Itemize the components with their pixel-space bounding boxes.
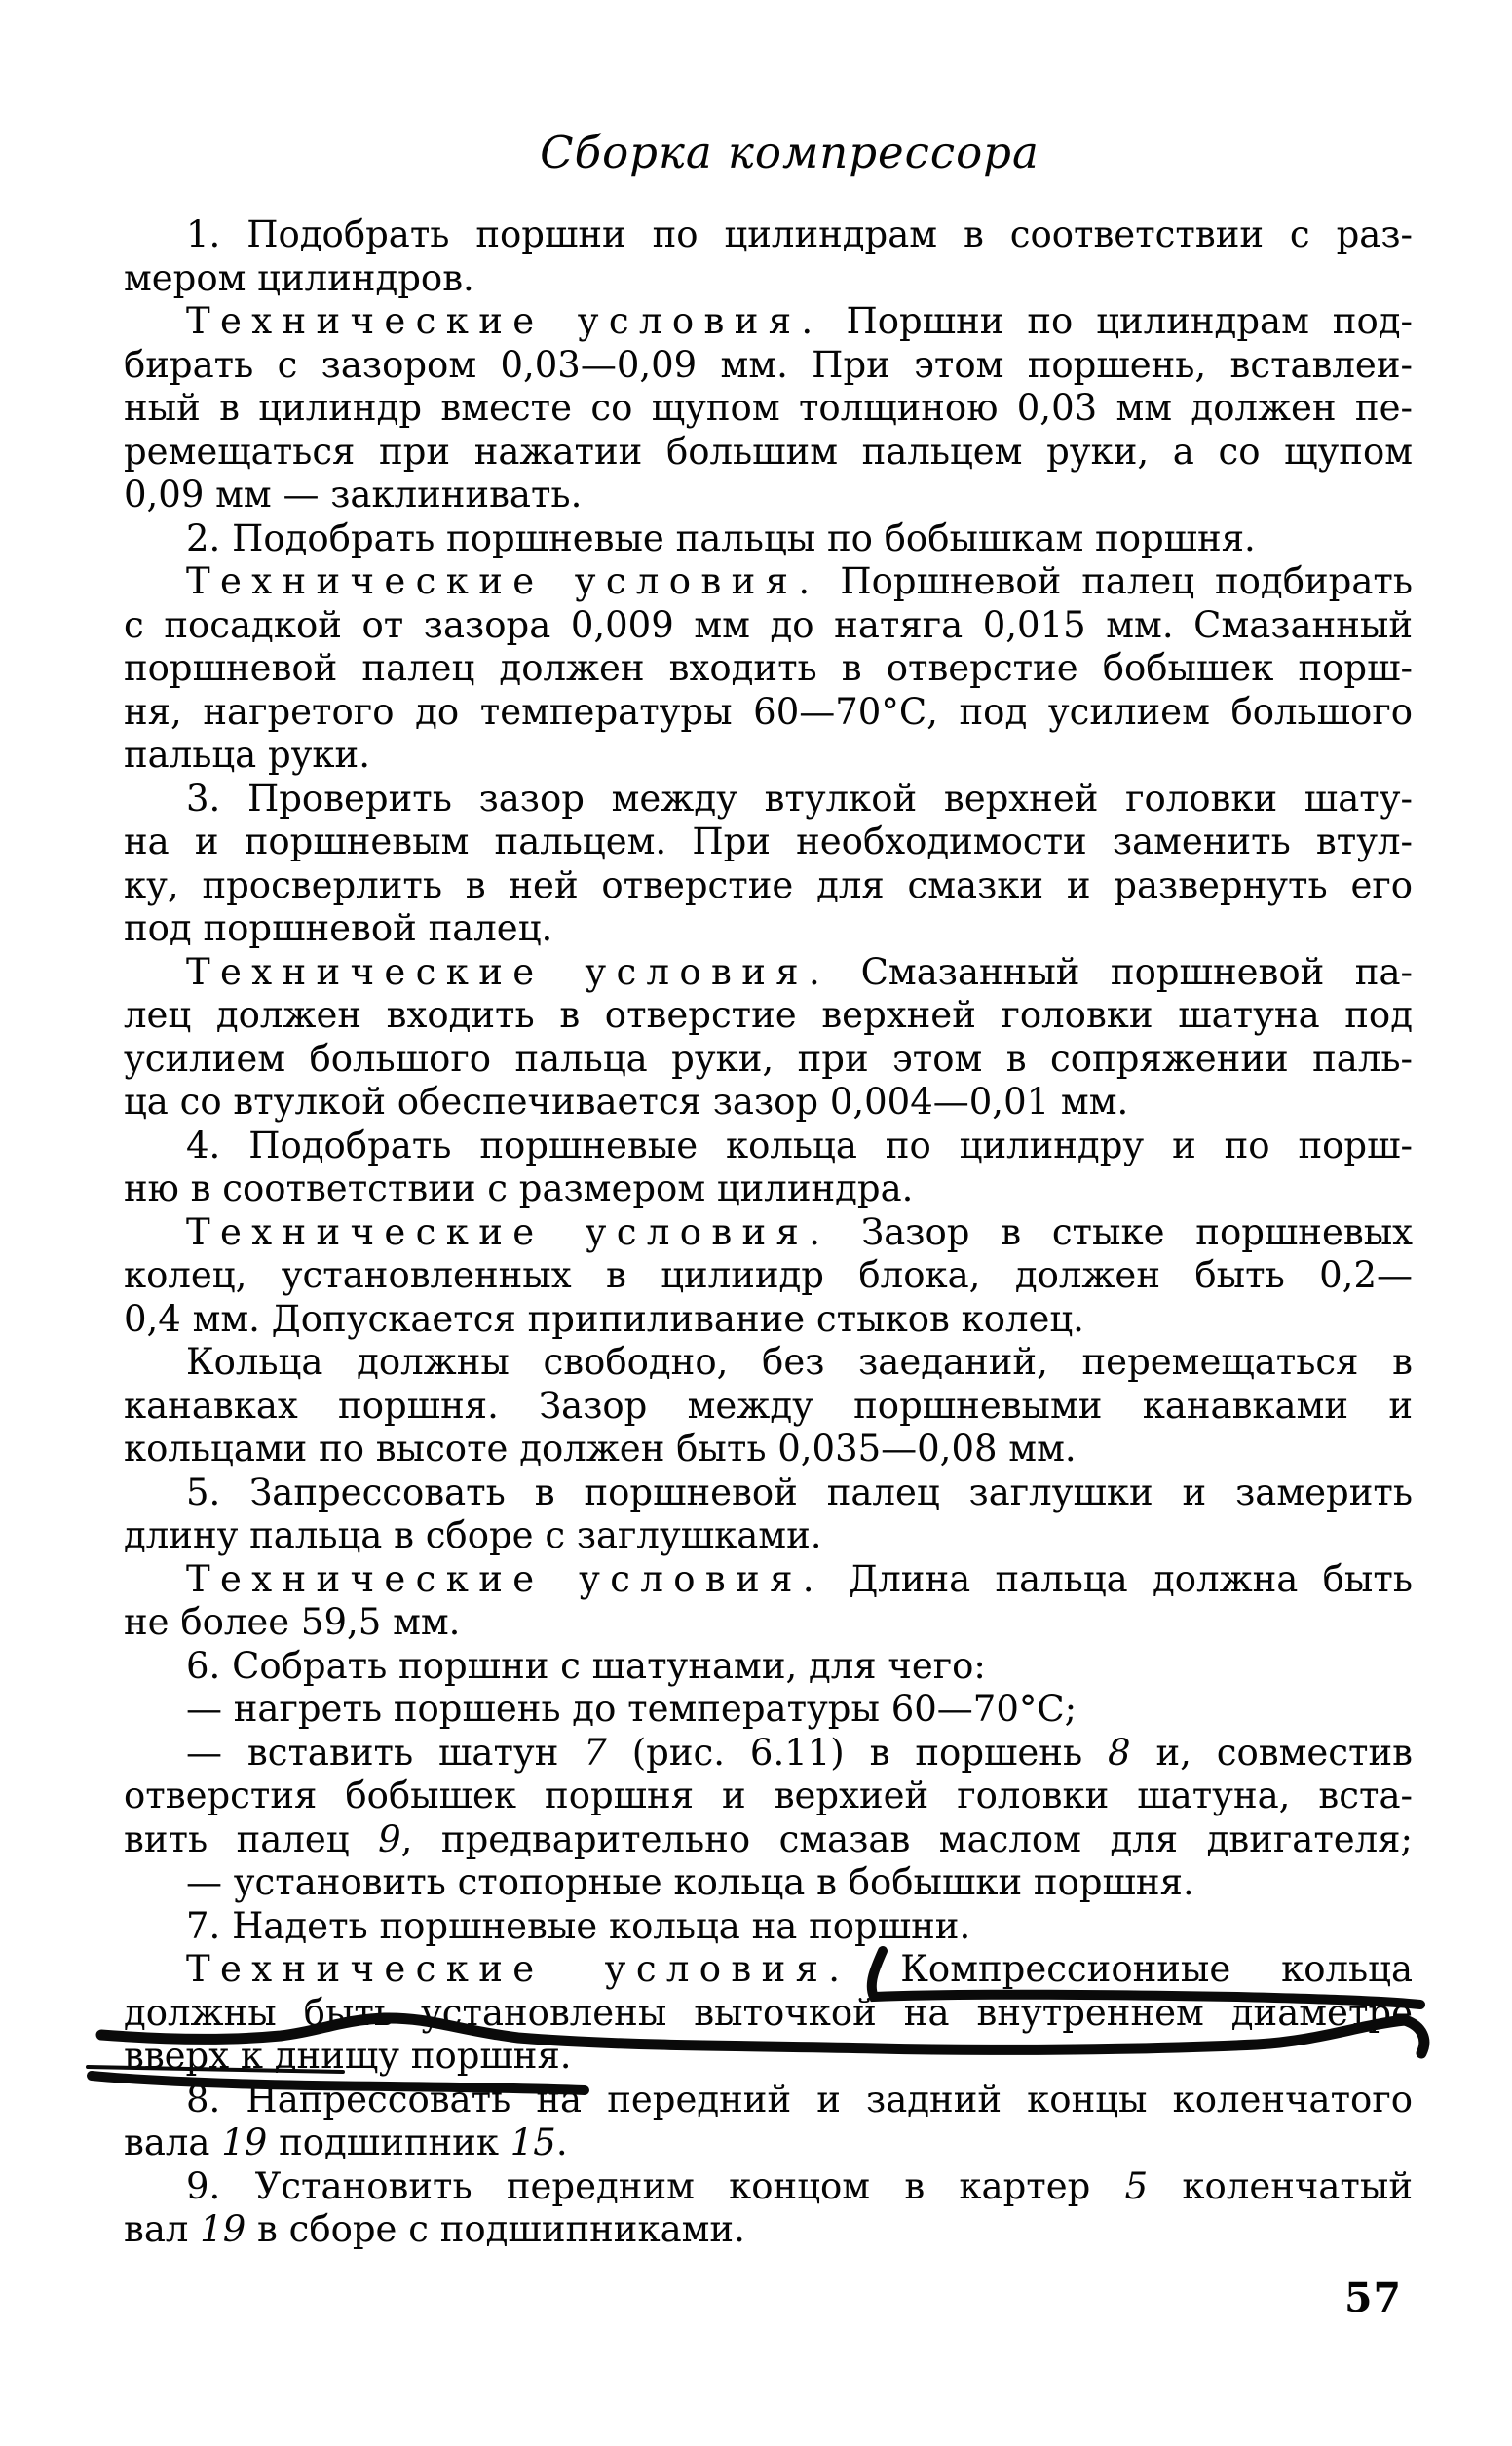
text-line-29: кольцами по высоте должен быть 0,035—0,08 мм. <box>124 1428 1077 1470</box>
text-line-42: должны быть установлены выточкой на внутреннем диаметре <box>124 1991 1413 2034</box>
text-line-26: 0,4 мм. Допускается припиливание стыков колец. <box>124 1297 1084 1340</box>
text-line-33: не более 59,5 мм. <box>124 1601 461 1643</box>
text-line-5: ный в цилиндр вместе со щупом толщиною 0,03 мм должен пе- <box>124 387 1413 429</box>
text-line-46: 9. Установить передним концом в картер 5 коленчатый <box>186 2164 1413 2207</box>
text-line-40: 7. Надеть поршневые кольца на поршни. <box>186 1904 971 1947</box>
text-line-16: ку, просверлить в ней отверстие для смазки и развернуть его <box>124 863 1413 906</box>
text-line-17: под поршневой палец. <box>124 907 553 949</box>
text-line-44: 8. Напрессовать на передний и задний концы коленчатого <box>186 2078 1413 2121</box>
text-line-9: Технические условия. Поршневой палец подбирать <box>186 560 1413 602</box>
text-line-47: вал 19 в сборе с подшипниками. <box>124 2208 745 2250</box>
text-line-11: поршневой палец должен входить в отверстие бобышек порш- <box>124 647 1413 689</box>
text-line-1: 1. Подобрать поршни по цилиндрам в соответствии с раз- <box>186 213 1413 255</box>
text-line-20: усилием большого пальца руки, при этом в сопряжении паль- <box>124 1037 1413 1080</box>
text-line-6: ремещаться при нажатии большим пальцем руки, а со щупом <box>124 430 1413 473</box>
text-line-15: на и поршневым пальцем. При необходимости заменить втул- <box>124 821 1413 862</box>
text-line-28: канавках поршня. Зазор между поршневыми канавками и <box>124 1384 1413 1427</box>
text-line-25: колец, установленных в цилиидр блока, должен быть 0,2— <box>124 1254 1413 1296</box>
text-line-41: Технические условия. Компрессиониые кольца <box>186 1948 1413 1990</box>
page-number: 57 <box>1344 2274 1403 2321</box>
text-line-24: Технические условия. Зазор в стыке поршневых <box>186 1210 1414 1253</box>
text-line-18: Технические условия. Смазанный поршневой па- <box>186 950 1414 993</box>
text-line-13: пальца руки. <box>124 734 370 776</box>
text-line-36: — вставить шатун 7 (рис. 6.11) в поршень 8 и, совместив <box>186 1731 1413 1774</box>
text-line-27: Кольца должны свободно, без заеданий, перемещаться в <box>186 1341 1413 1383</box>
text-line-7: 0,09 мм — заклинивать. <box>124 474 583 516</box>
text-line-37: отверстия бобышек поршня и верхией головки шатуна, вста- <box>124 1775 1413 1816</box>
text-line-12: ня, нагретого до температуры 60—70°С, под усилием большого <box>124 690 1413 733</box>
text-line-38: вить палец 9, предварительно смазав маслом для двигателя; <box>124 1817 1413 1860</box>
text-line-31: длину пальца в сборе с заглушками. <box>124 1514 822 1556</box>
text-line-39: — установить стопорные кольца в бобышки поршня. <box>186 1861 1194 1903</box>
text-line-30: 5. Запрессовать в поршневой палец заглушки и замерить <box>186 1471 1413 1513</box>
text-line-45: вала 19 подшипник 15. <box>124 2121 568 2163</box>
text-line-35: — нагреть поршень до температуры 60—70°С; <box>186 1688 1077 1730</box>
text-line-2: мером цилиндров. <box>124 256 474 299</box>
body-text <box>124 213 1413 2252</box>
text-line-10: с посадкой от зазора 0,009 мм до натяга 0,015 мм. Смазанный <box>124 603 1413 646</box>
text-line-23: ню в соответствии с размером цилиндра. <box>124 1167 914 1209</box>
text-line-32: Технические условия. Длина пальца должна быть <box>186 1557 1413 1600</box>
text-line-3: Технические условия. Поршни по цилиндрам под- <box>186 300 1414 342</box>
text-line-4: бирать с зазором 0,03—0,09 мм. При этом поршень, вставлеи- <box>124 343 1413 386</box>
text-line-14: 3. Проверить зазор между втулкой верхней головки шату- <box>186 777 1413 820</box>
text-line-8: 2. Подобрать поршневые пальцы по бобышкам поршня. <box>186 516 1256 559</box>
text-line-43: вверх к днищу поршня. <box>124 2035 572 2077</box>
text-line-22: 4. Подобрать поршневые кольца по цилиндру и по порш- <box>186 1124 1413 1166</box>
text-line-34: 6. Собрать поршни с шатунами, для чего: <box>186 1644 986 1687</box>
section-title: Сборка компрессора <box>540 127 1040 178</box>
text-line-21: ца со втулкой обеспечивается зазор 0,004—0,01 мм. <box>124 1081 1129 1123</box>
text-line-19: лец должен входить в отверстие верхней головки шатуна под <box>124 994 1413 1036</box>
